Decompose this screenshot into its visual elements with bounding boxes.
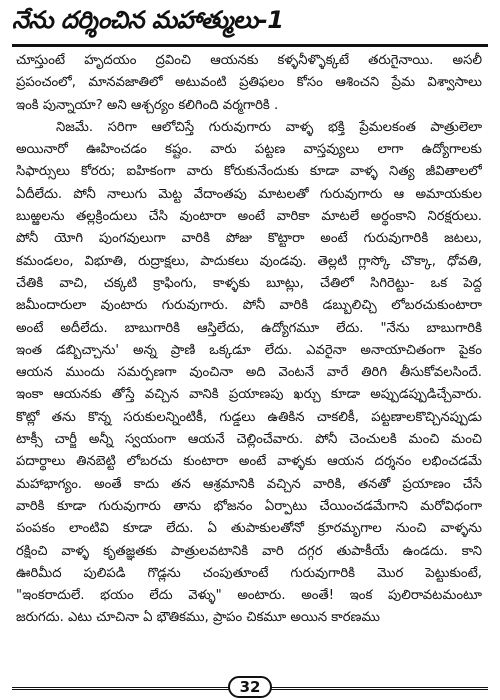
paragraph (16, 117, 482, 630)
text-line: కమండలం, విభూతి, రుద్రాక్షలు, పాదుకలు వుండవు. తెల్లటి గ్లాస్కో చొక్కా, ధోవతి, (16, 253, 482, 269)
text-line: ఆయన ముందు సమర్పణగా వుంచినా అది వెంటనే వారే తిరిగి తీసుకోవలసిందే. (16, 365, 482, 381)
text-line: టాక్సీ చార్జీ అన్నీ స్వయంగా ఆయనే చెల్లించేవారు. పోనీ చెంచులకి మంచి మంచి (16, 432, 482, 448)
text-line: చూస్తుంటే హృదయం ద్రవించి ఆయనకు కళ్ళనీళ్ళొక్కటే తరుగైనాయి. అసలీ (16, 53, 482, 68)
text-line: జమీందారులా వుంటారు గురువుగారు. పోనీ వారికి డబ్బులిచ్చి లోబరచుకుంటారా (16, 298, 482, 314)
text-line: అంటే అదీలేదు. బాబుగారికి ఆస్తిలేదు, ఉద్యోగమూ లేదు. "నేను బాబుగారికి (16, 320, 482, 336)
text-line: ఇంకా ఆయనకు తోస్తే వచ్చిన వానికి ప్రయాణపు ఖర్చు కూడా అప్పుడప్పుడిచ్చేవారు. (16, 387, 482, 403)
text-line: ప్రపంచంలో, మానవజాతిలో అటువంటి ప్రతిఫలం కోసం ఆశించని ప్రేమ విశ్వాసాలు (16, 75, 482, 91)
text-line: చేతికి వాచి, చక్కటి క్రాఫింగు, కాళ్ళకు బూట్లు, చేతిలో సిగిరెట్టు- ఒక పెద్ద (16, 275, 482, 291)
text-line: ఇంకి పున్నాయా? అని ఆశ్చర్యం కలిగింది వర్మగారికి . (16, 97, 279, 113)
text-line: పదార్థాలు తినబెట్టి లోబరచు కుంటారా అంటే వాళ్ళకు ఆయన దర్శనం లభించడమే (16, 454, 482, 470)
text-line: మహాభాగ్యం. అంతే కాదు తన ఆశ్రమానికి వచ్చిన వారికి, తనతో ప్రయాణం చేసే (16, 476, 482, 492)
text-line: నిజమే. సరిగా ఆలోచిస్తే గురువుగారు వాళ్ళ భక్తి ప్రేమలకంత పాత్రులెలా (56, 119, 482, 135)
paragraph (16, 50, 482, 117)
page-number: 32 (228, 676, 272, 698)
text-line: ఊరిమీద పులిపడి గొడ్లను చంపుతూంటే గురువుగారికి మొర పెట్టుకుంటే, (16, 565, 482, 581)
running-header (12, 4, 488, 47)
page-title: నేను దర్శించిన మహాత్ములు-1 (12, 6, 284, 34)
text-line: పోనీ యోగి పుంగవులుగా వారికి పోజు కొట్టారా అంటే గురువుగారికి జటలు, (16, 231, 482, 247)
page-footer (12, 676, 488, 700)
text-line: సిఫార్సులు కోరరు; ఐహికంగా వారు కోరుకునేందుకు కూడా వాళ్ళ నిత్య జీవితాలలో (16, 164, 482, 180)
text-line: వారికి కూడా గురువుగారు తాను భోజనం ఏర్పాటు చేయించడమేగాని మరోవిధంగా (16, 498, 482, 514)
text-line: అయినారో ఊహించడం కష్టం. వారు పట్టణ వాస్తవ్యులు లాగా ఉద్యోగాలకు (16, 142, 482, 158)
text-line: రక్షించి వాళ్ళ కృతజ్ఞతకు పాత్రులవటానికి వారి దగ్గర తుపాకీయే ఉండదు. కాని (16, 543, 482, 559)
text-line: ఏదీలేదు. పోనీ నాలుగు మెట్ట వేదాంతపు మాటలతో గురువుగారు ఆ అమాయకుల (16, 186, 482, 202)
text-line: "ఇంకరాదులే. భయం లేదు వెళ్ళు" అంటారు. అంతే! ఇంక పులిరావటమంటూ (16, 588, 482, 604)
body-text (16, 50, 482, 630)
text-line: కొట్లో తను కొన్న సరుకులన్నింటికీ, గుడ్డలు ఉతికిన చాకలికీ, పట్టణాలకొచ్చినప్పుడు (16, 409, 482, 425)
text-line: పంపకం లాంటివి కూడా లేదు. ఏ తుపాకులతోనో క్రూరమృగాల నుంచి వాళ్ళను (16, 521, 482, 537)
text-line: ఇంత డబ్బిచ్చాను' అన్న ప్రాణి ఒక్కడూ లేదు. ఎవరైనా అనాయాచితంగా పైకం (16, 342, 482, 358)
text-line: బుఱ్ఱలను తల్లక్రిందులు చేసి వుంటారా అంటే వారికా మాటలే అర్థంకాని నిరక్షరులు. (16, 209, 482, 225)
text-line: జరుగదు. ఎటు చూచినా ఏ భౌతికము, ప్రాపం చికమూ అయిన కారణము (16, 610, 380, 626)
